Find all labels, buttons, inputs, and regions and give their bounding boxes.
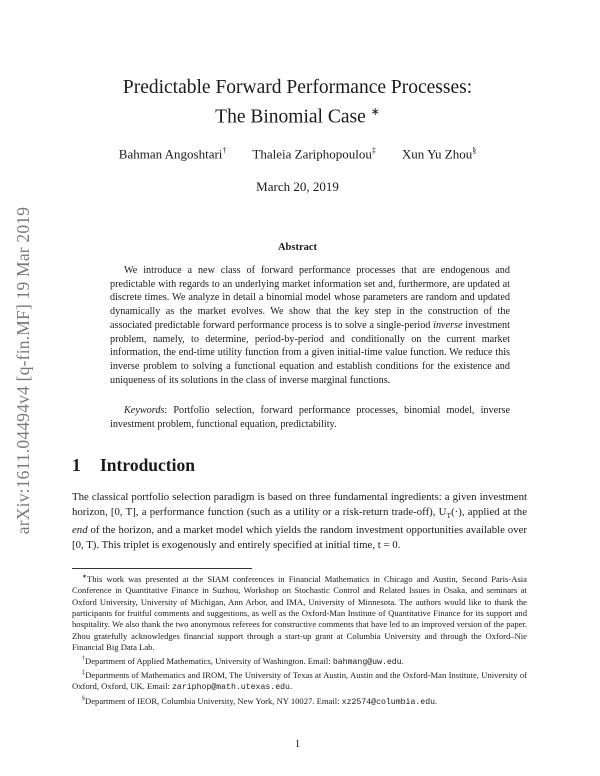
abstract-part-2: investment problem, namely, to determine, period-by-period and conditionally on the current market information, the end-time utility function from a given initial-time value function. We reduce this inverse problem to solving a functional equation and establish conditions for the existence and uniqueness of its solutions in the class of inverse marginal functions. [110,319,510,386]
author-name: Bahman Angoshtari [118,146,223,162]
footnote-mark: † [82,655,85,662]
arxiv-id-text: arXiv:1611.04494v4 [q-fin.MF] 19 Mar 2019 [13,206,34,534]
title-line-2 [70,100,525,130]
title-line-2-text: The Binomial Case [215,106,366,128]
footnote: †Department of Applied Mathematics, University of Washington. Email: bahmang@uw.edu. [82,655,404,667]
footnote-mark: § [82,695,85,702]
author-mark: § [472,146,477,155]
footnote: §Department of IEOR, Columbia University, New York, NY 10027. Email: xz2574@columbia.edu. [82,695,438,707]
footnote: ‡Departments of Mathematics and IROM, The University of Texas at Austin, Austin and the Oxford-Man Institute, University of Oxford, Oxford, UK. Email: zariphop@math.utexas.edu. [72,669,528,693]
footnote-text: Department of Applied Mathematics, University of Washington. Email: [85,655,333,666]
footnote-text: Departments of Mathematics and IROM, The University of Texas at Austin, Austin and the Oxford-Man Institute, University of Oxford, Oxford, UK. Email: [72,669,528,692]
section-number: 1 [72,455,81,475]
intro-text-1: The classical portfolio selection paradigm is based on three fundamental ingredients: a given investment horizon, [0, T], a performance function (such as a utility or a risk-return trade-off), U [72,491,527,518]
author [402,146,476,162]
abstract-heading: Abstract [277,242,318,253]
author-name: Xun Yu Zhou [401,146,473,162]
email-link[interactable]: xz2574@columbia.edu [341,697,436,707]
author-name: Thaleia Zariphopoulou [252,146,372,162]
author [119,146,227,162]
author-mark: ‡ [371,146,376,155]
keywords [110,404,510,431]
intro-text-3: of the horizon, and a market model which yields the random investment opportunities available over [0, T). This triplet is exogenously and entirely specified at initial time, t = 0. [72,524,527,551]
page-number: 1 [294,738,301,750]
intro-text-2: (·), applied at the [451,505,527,518]
intro-subscript: T [446,510,452,520]
paper-date: March 20, 2019 [256,179,339,194]
author-list [70,146,525,162]
arxiv-identifier-stamp [6,160,42,580]
paper-page [70,0,528,776]
abstract-emphasis: inverse [433,319,463,331]
footnote [72,572,527,654]
keywords-text: : Portfolio selection, forward performance processes, binomial model, inverse investment problem, functional equation, predictability. [110,405,510,430]
section-heading [72,455,195,476]
footnotes [72,572,527,708]
author-mark: † [222,146,227,155]
footnote-mark: ∗ [82,574,88,580]
abstract-part-1: We introduce a new class of forward performance processes that are endogenous and predictable with regards to an underlying market information set and, furthermore, are updated at discrete times. We analyze in detail a binomial model whose parameters are random and updated dynamically as the market evolves. We show that the key step in the construction of the associated predictable forward performance process is to solve a single-period [110,265,510,331]
footnote-rule [72,568,252,569]
paper-title [70,75,525,130]
intro-paragraph [72,490,527,553]
footnote-text: Department of IEOR, Columbia University, New York, NY 10027. Email: [85,695,342,706]
title-line-1: Predictable Forward Performance Processes: [122,77,473,98]
footnote-text: This work was presented at the SIAM conferences in Financial Mathematics in Chicago and Austin, Second Paris-Asia Conference in Quantitative Finance in Suzhou, Workshop on Stochastic Control and Related Issues in Osaka, and seminars at Oxford University, University of Michigan, Ann Arbor, and IMA, University of Minnesota. The authors would like to thank the participants for fruitful comments and suggestions, as well as the Oxford-Man Institute of Quantitative Finance for its support and hospitality. We also thank the two anonymous referees for constructive comments that have led to an improved version of the paper. Zhou gratefully acknowledges financial support through a start-up grant at Columbia University and through the Oxford–Nie Financial Big Data Lab. [72,573,527,653]
email-link[interactable]: bahmang@uw.edu [332,657,402,667]
footnote-mark: ‡ [82,669,86,676]
section-title: Introduction [100,455,195,475]
email-link[interactable]: zariphop@math.utexas.edu [172,683,290,693]
intro-emphasis: end [72,524,88,537]
author [252,146,376,162]
abstract-text [110,264,510,387]
keywords-label: Keywords [124,405,165,416]
title-footnote-mark: ∗ [370,106,380,118]
